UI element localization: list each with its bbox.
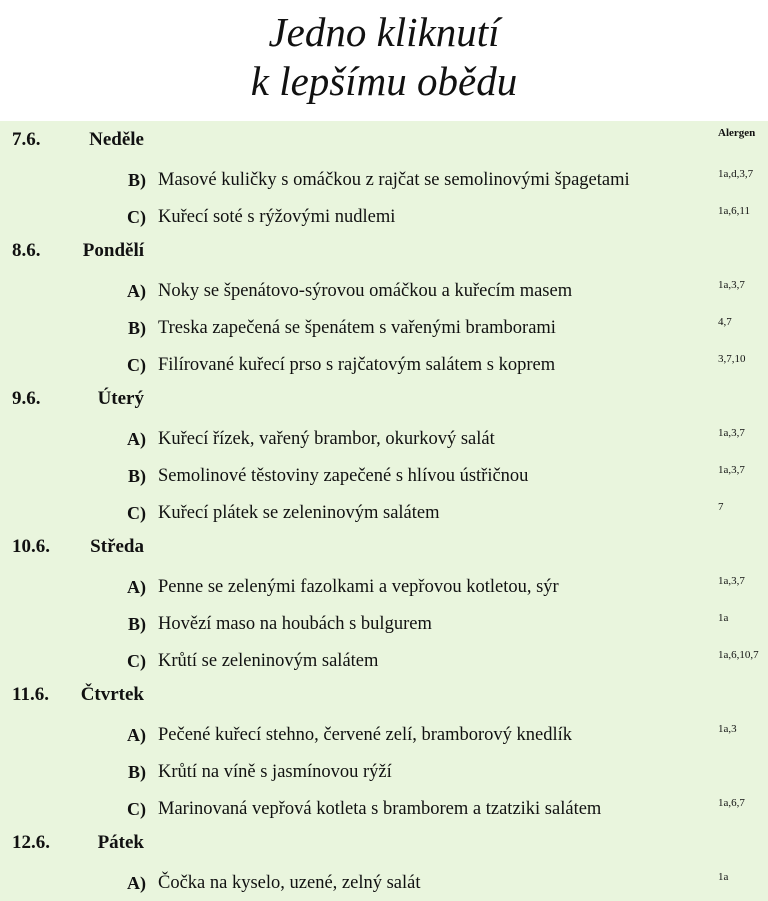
meal-allergens: 7 xyxy=(718,501,724,513)
meal-dish: Kuřecí řízek, vařený brambor, okurkový salát xyxy=(158,429,495,449)
meal-row[interactable] xyxy=(0,195,768,232)
meal-allergens: 1a,6,11 xyxy=(718,205,750,217)
meal-dish: Noky se špenátovo-sýrovou omáčkou a kuřecím masem xyxy=(158,281,573,301)
meal-letter: C) xyxy=(127,651,146,671)
meal-row[interactable] xyxy=(0,565,768,602)
meal-allergens: 3,7,10 xyxy=(718,353,746,365)
meal-row[interactable] xyxy=(0,491,768,528)
meal-letter: A) xyxy=(127,577,146,597)
day-date: 10.6. xyxy=(12,536,50,557)
meal-allergens: 1a,3,7 xyxy=(718,279,745,291)
meal-row[interactable] xyxy=(0,158,768,195)
meal-letter: C) xyxy=(127,503,146,523)
meal-row[interactable] xyxy=(0,861,768,898)
meal-dish: Penne se zelenými fazolkami a vepřovou kotletou, sýr xyxy=(158,577,559,597)
day-name: Pátek xyxy=(97,832,144,853)
title-line-2: k lepšímu obědu xyxy=(250,58,518,104)
day-row xyxy=(0,528,768,565)
day-name: Pondělí xyxy=(82,240,144,261)
meal-dish: Kuřecí soté s rýžovými nudlemi xyxy=(158,207,396,227)
meal-dish: Masové kuličky s omáčkou z rajčat se semolinovými špagetami xyxy=(158,170,630,190)
meal-letter: B) xyxy=(128,318,146,338)
day-name: Čtvrtek xyxy=(80,684,144,705)
day-date: 9.6. xyxy=(12,388,41,409)
day-row xyxy=(0,232,768,269)
meal-row[interactable] xyxy=(0,343,768,380)
meal-letter: C) xyxy=(127,207,146,227)
meal-allergens: 1a,6,7 xyxy=(718,797,745,809)
day-date: 8.6. xyxy=(12,240,41,261)
meal-allergens: 1a,3,7 xyxy=(718,575,745,587)
meal-letter: A) xyxy=(127,281,146,301)
allergen-column-header: Alergen xyxy=(718,127,756,139)
meal-row[interactable] xyxy=(0,639,768,676)
day-date: 12.6. xyxy=(12,832,50,853)
meal-dish: Marinovaná vepřová kotleta s bramborem a tzatziki salátem xyxy=(158,799,602,819)
meal-dish: Čočka na kyselo, uzené, zelný salát xyxy=(158,873,421,893)
meal-letter: C) xyxy=(127,799,146,819)
meal-letter: B) xyxy=(128,762,146,782)
meal-letter: B) xyxy=(128,170,146,190)
meal-row[interactable] xyxy=(0,602,768,639)
day-name: Úterý xyxy=(97,388,144,409)
day-date: 11.6. xyxy=(12,684,49,705)
meal-row[interactable] xyxy=(0,713,768,750)
meal-allergens: 1a,6,10,7 xyxy=(718,649,759,661)
meal-dish: Semolinové těstoviny zapečené s hlívou ústřičnou xyxy=(158,466,529,486)
day-row xyxy=(0,380,768,417)
meal-dish: Treska zapečená se špenátem s vařenými bramborami xyxy=(158,318,556,338)
meal-dish: Hovězí maso na houbách s bulgurem xyxy=(158,614,432,634)
meal-row[interactable] xyxy=(0,750,768,787)
day-date: 7.6. xyxy=(12,129,41,150)
day-name: Středa xyxy=(90,536,144,557)
meal-allergens: 1a xyxy=(718,871,729,883)
meal-dish: Krůtí na víně s jasmínovou rýží xyxy=(158,762,392,782)
meal-row[interactable] xyxy=(0,417,768,454)
meal-row[interactable] xyxy=(0,306,768,343)
meal-row[interactable] xyxy=(0,269,768,306)
lunch-menu xyxy=(0,121,768,901)
day-row xyxy=(0,824,768,861)
meal-letter: A) xyxy=(127,873,146,893)
meal-letter: A) xyxy=(127,429,146,449)
day-row xyxy=(0,121,768,158)
day-name: Neděle xyxy=(89,129,144,150)
meal-letter: B) xyxy=(128,466,146,486)
meal-allergens: 4,7 xyxy=(718,316,732,328)
meal-dish: Pečené kuřecí stehno, červené zelí, bramborový knedlík xyxy=(158,725,573,745)
meal-dish: Kuřecí plátek se zeleninovým salátem xyxy=(158,503,440,523)
meal-dish: Filírované kuřecí prso s rajčatovým salátem s koprem xyxy=(158,355,556,375)
meal-letter: A) xyxy=(127,725,146,745)
meal-allergens: 1a,3,7 xyxy=(718,464,745,476)
meal-allergens: 1a,d,3,7 xyxy=(718,168,754,180)
page-title xyxy=(0,8,768,106)
meal-row[interactable] xyxy=(0,454,768,491)
day-row xyxy=(0,676,768,713)
title-line-1: Jedno kliknutí xyxy=(268,9,500,55)
meal-dish: Krůtí se zeleninovým salátem xyxy=(158,651,379,671)
meal-allergens: 1a,3,7 xyxy=(718,427,745,439)
meal-allergens: 1a xyxy=(718,612,729,624)
meal-allergens: 1a,3 xyxy=(718,723,737,735)
meal-row[interactable] xyxy=(0,787,768,824)
meal-letter: C) xyxy=(127,355,146,375)
meal-letter: B) xyxy=(128,614,146,634)
